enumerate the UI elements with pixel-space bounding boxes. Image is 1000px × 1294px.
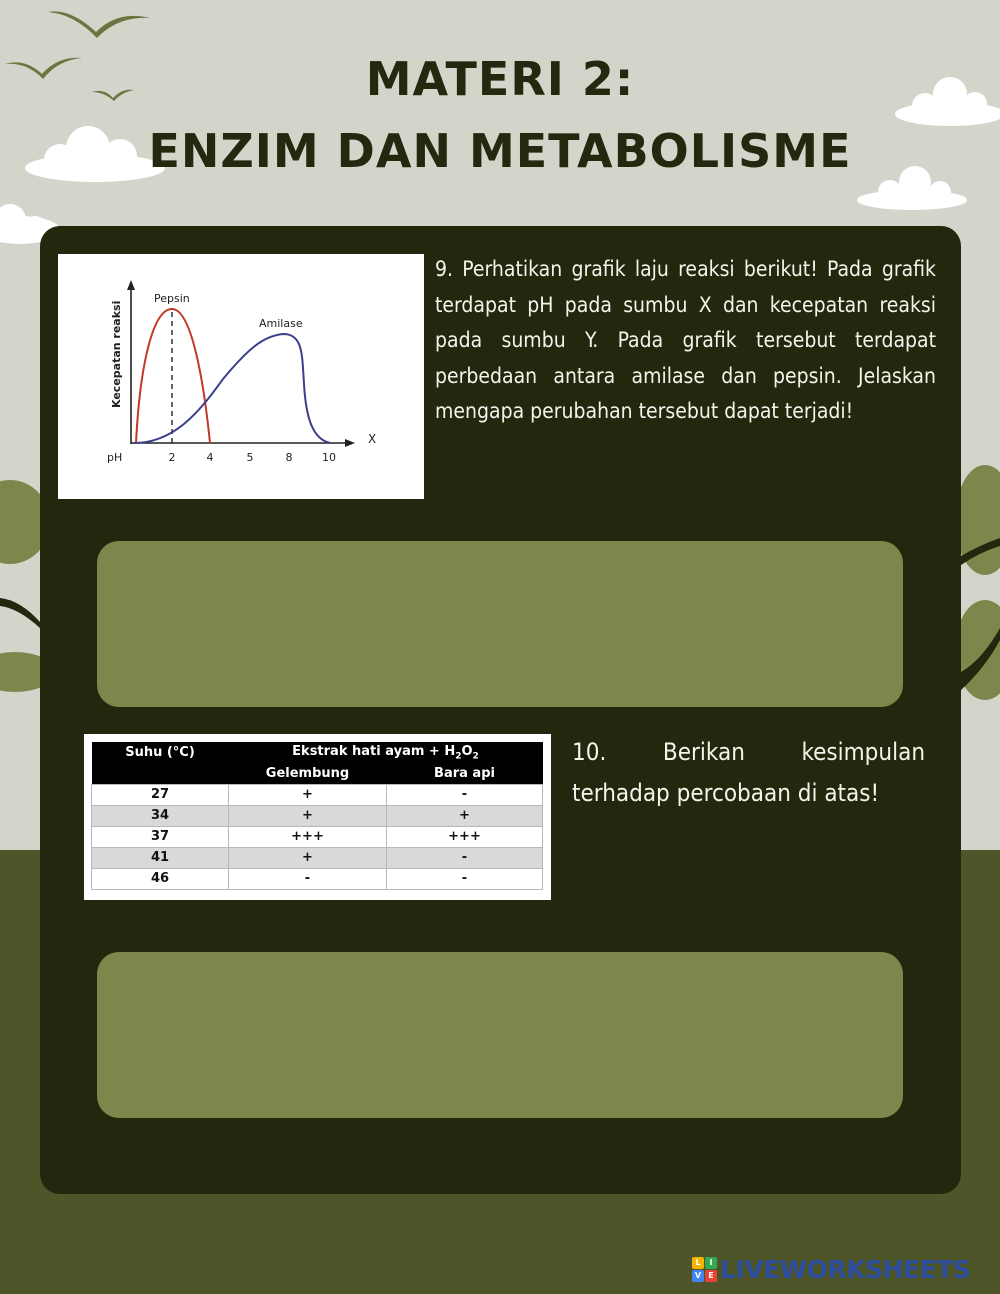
answer-input-question-9[interactable]	[97, 541, 903, 707]
y-axis-arrow-icon	[127, 280, 135, 290]
answer-input-question-10[interactable]	[97, 952, 903, 1118]
liveworksheets-logo[interactable]	[692, 1254, 970, 1284]
bird-icon	[48, 11, 150, 38]
table-header-suhu: Suhu (°C)	[92, 742, 229, 784]
reaction-rate-graph	[58, 254, 424, 499]
tick-label: 10	[322, 451, 336, 464]
page-title-line1: MATERI 2:	[365, 52, 635, 106]
table-row: 34 + +	[92, 805, 543, 826]
pepsin-label: Pepsin	[154, 292, 190, 305]
x-axis-label-x: X	[368, 432, 377, 446]
experiment-table	[84, 734, 551, 900]
logo-grid-icon: L I V E	[692, 1257, 717, 1282]
page-title-line2: ENZIM DAN METABOLISME	[148, 124, 852, 178]
table-row: 46 - -	[92, 868, 543, 889]
table-header-bara: Bara api	[387, 763, 543, 784]
pepsin-curve	[136, 309, 210, 443]
tick-label: 8	[285, 451, 293, 464]
tree-icon	[955, 465, 1000, 700]
amilase-label: Amilase	[259, 317, 303, 330]
logo-text: LIVEWORKSHEETS	[720, 1254, 971, 1284]
table-header-group: Ekstrak hati ayam + $H_2O_2$	[229, 742, 543, 763]
question-9-text: 9. Perhatikan grafik laju reaksi berikut! Pada grafik terdapat pH pada sumbu X dan kecepatan reaksi pada sumbu Y. Pada grafik tersebut terdapat perbedaan antara amilase dan pepsin. Jelaskan mengapa perubahan tersebut dapat terjadi!	[435, 257, 936, 423]
y-axis-label: Kecepatan reaksi	[110, 300, 123, 408]
tick-label: 4	[206, 451, 214, 464]
table-row: 27 + -	[92, 784, 543, 805]
x-axis-arrow-icon	[345, 439, 355, 447]
x-axis-label-ph: pH	[107, 451, 123, 464]
table-row: 37 +++ +++	[92, 826, 543, 847]
tick-label: 5	[246, 451, 254, 464]
tick-label: 2	[168, 451, 176, 464]
table-header-gelembung: Gelembung	[229, 763, 387, 784]
amilase-curve	[134, 334, 330, 443]
table-row: 41 + -	[92, 847, 543, 868]
question-10-text: 10. Berikan kesimpulan terhadap percobaan di atas!	[572, 738, 925, 807]
